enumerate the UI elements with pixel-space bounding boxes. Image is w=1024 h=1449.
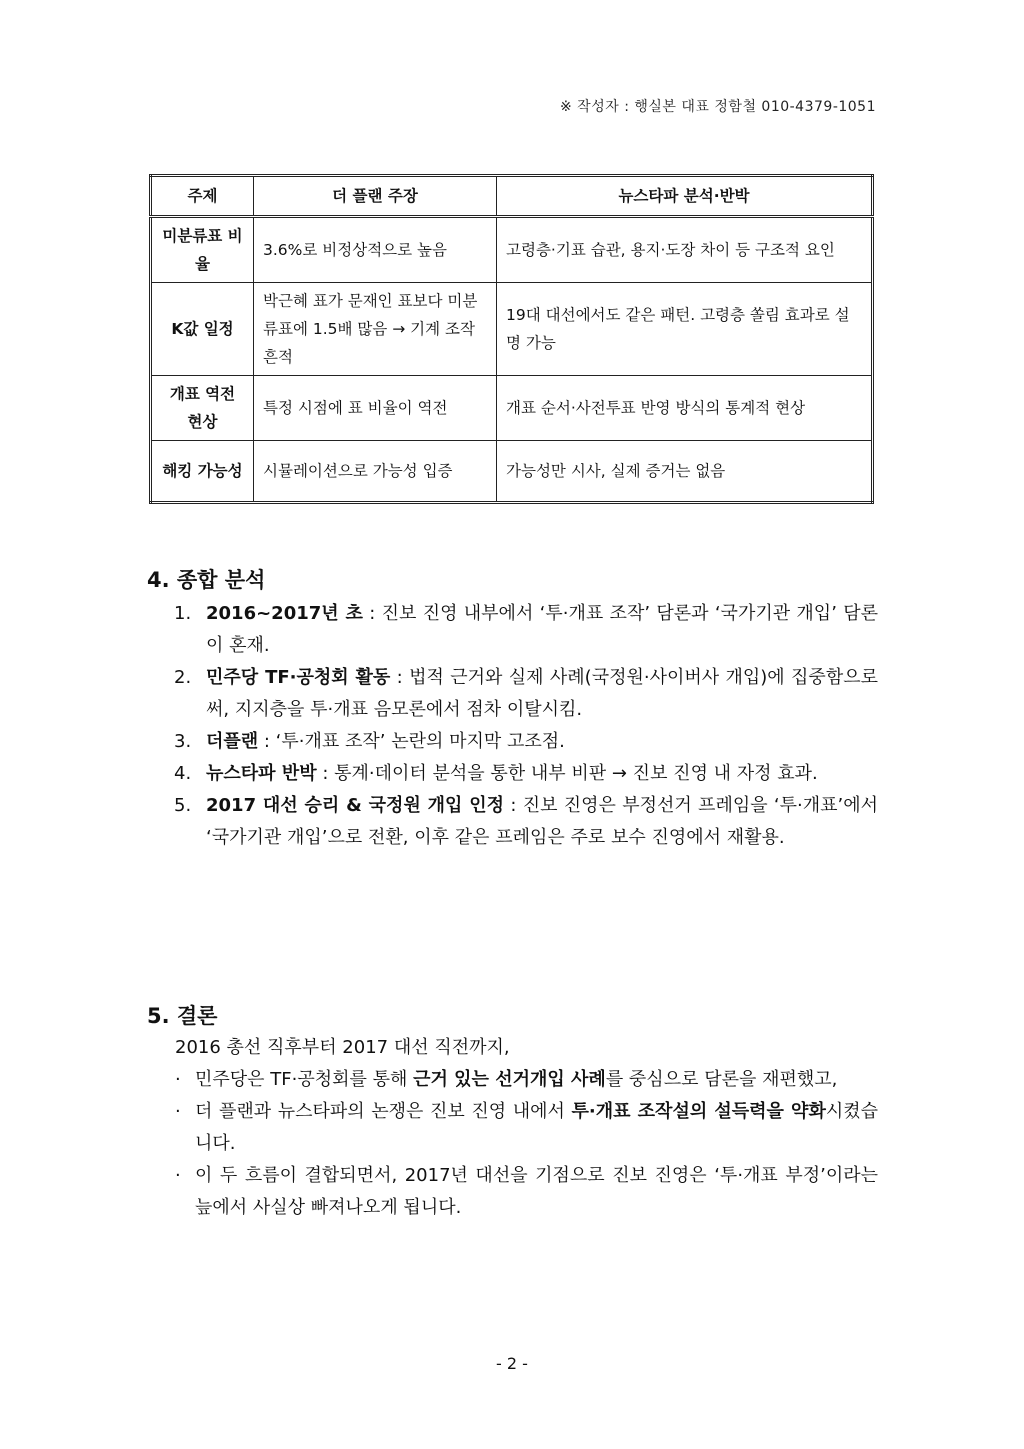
table-header-row <box>151 176 873 217</box>
bullet-emphasis: 투·개표 조작설의 설득력을 약화 <box>571 1101 826 1122</box>
header-topic: 주제 <box>151 176 254 217</box>
row-topic: 해킹 가능성 <box>151 441 254 503</box>
bullet-text: 이 두 흐름이 결합되면서, 2017년 대선을 기점으로 진보 진영은 ‘투·개표 부정’이라는 늪에서 사실상 빠져나오게 됩니다. <box>195 1165 878 1218</box>
row-claim: 박근혜 표가 문재인 표보다 미분류표에 1.5배 많음 → 기계 조작 흔적 <box>254 283 497 376</box>
item-heading: 더플랜 <box>206 731 259 752</box>
row-topic: 개표 역전 현상 <box>151 376 254 441</box>
list-item <box>175 1096 878 1160</box>
item-number: 2. <box>174 667 192 688</box>
item-text: : ‘투·개표 조작’ 논란의 마지막 고조점. <box>258 731 565 752</box>
analysis-list <box>174 598 878 854</box>
conclusion-body <box>175 1032 878 1224</box>
row-rebuttal: 고령층·기표 습관, 용지·도장 차이 등 구조적 요인 <box>497 217 873 283</box>
bullet-text: 민주당은 TF·공청회를 통해 <box>195 1069 414 1090</box>
row-claim: 특정 시점에 표 비율이 역전 <box>254 376 497 441</box>
list-item <box>174 662 878 726</box>
section-5-title: 5. 결론 <box>147 1004 218 1028</box>
row-claim: 3.6%로 비정상적으로 높음 <box>254 217 497 283</box>
item-text: : 진보 진영은 부정선거 프레임을 ‘투·개표’에서 ‘국가기관 개입’으로 전환, 이후 같은 프레임은 주로 보수 진영에서 재활용. <box>206 795 878 848</box>
list-item <box>175 1064 878 1096</box>
list-item <box>174 726 878 758</box>
bullet-dot: · <box>175 1069 181 1090</box>
bullet-text-end: 를 중심으로 담론을 재편했고, <box>605 1069 838 1090</box>
bullet-dot: · <box>175 1165 181 1186</box>
item-text: : 법적 근거와 실제 사례(국정원·사이버사 개입)에 집중함으로써, 지지층을 투·개표 음모론에서 점차 이탈시킴. <box>206 667 878 720</box>
comparison-table <box>149 174 874 504</box>
list-item <box>175 1160 878 1224</box>
list-item <box>174 790 878 854</box>
table-row <box>151 283 873 376</box>
row-rebuttal: 개표 순서·사전투표 반영 방식의 통계적 현상 <box>497 376 873 441</box>
section-4-title: 4. 종합 분석 <box>147 568 266 592</box>
item-text: : 통계·데이터 분석을 통한 내부 비판 → 진보 진영 내 자정 효과. <box>316 763 818 784</box>
table-row <box>151 217 873 283</box>
item-text: : 진보 진영 내부에서 ‘투·개표 조작’ 담론과 ‘국가기관 개입’ 담론이 혼재. <box>206 603 879 656</box>
item-number: 4. <box>174 763 192 784</box>
item-number: 3. <box>174 731 192 752</box>
item-number: 5. <box>174 795 192 816</box>
page-number: - 2 - <box>496 1354 528 1373</box>
item-heading: 민주당 TF·공청회 활동 <box>206 667 391 688</box>
row-claim: 시뮬레이션으로 가능성 입증 <box>254 441 497 503</box>
item-heading: 뉴스타파 반박 <box>206 763 317 784</box>
bullet-text-end: 시켰습니다. <box>195 1101 878 1154</box>
item-heading: 2017 대선 승리 & 국정원 개입 인정 <box>206 795 505 816</box>
item-heading: 2016~2017년 초 <box>206 603 363 624</box>
row-topic: 미분류표 비율 <box>151 217 254 283</box>
conclusion-intro: 2016 총선 직후부터 2017 대선 직전까지, <box>175 1037 510 1058</box>
bullet-emphasis: 근거 있는 선거개입 사례 <box>413 1069 606 1090</box>
row-rebuttal: 가능성만 시사, 실제 증거는 없음 <box>497 441 873 503</box>
list-item <box>174 758 878 790</box>
header-claim: 더 플랜 주장 <box>254 176 497 217</box>
list-item <box>174 598 878 662</box>
row-rebuttal: 19대 대선에서도 같은 패턴. 고령층 쏠림 효과로 설명 가능 <box>497 283 873 376</box>
table-row <box>151 376 873 441</box>
bullet-text: 더 플랜과 뉴스타파의 논쟁은 진보 진영 내에서 <box>195 1101 572 1122</box>
item-number: 1. <box>174 603 192 624</box>
author-note: ※ 작성자 : 행실본 대표 정함철 010-4379-1051 <box>560 99 876 115</box>
bullet-dot: · <box>175 1101 181 1122</box>
table-row <box>151 441 873 503</box>
header-rebuttal: 뉴스타파 분석·반박 <box>497 176 873 217</box>
row-topic: K값 일정 <box>151 283 254 376</box>
